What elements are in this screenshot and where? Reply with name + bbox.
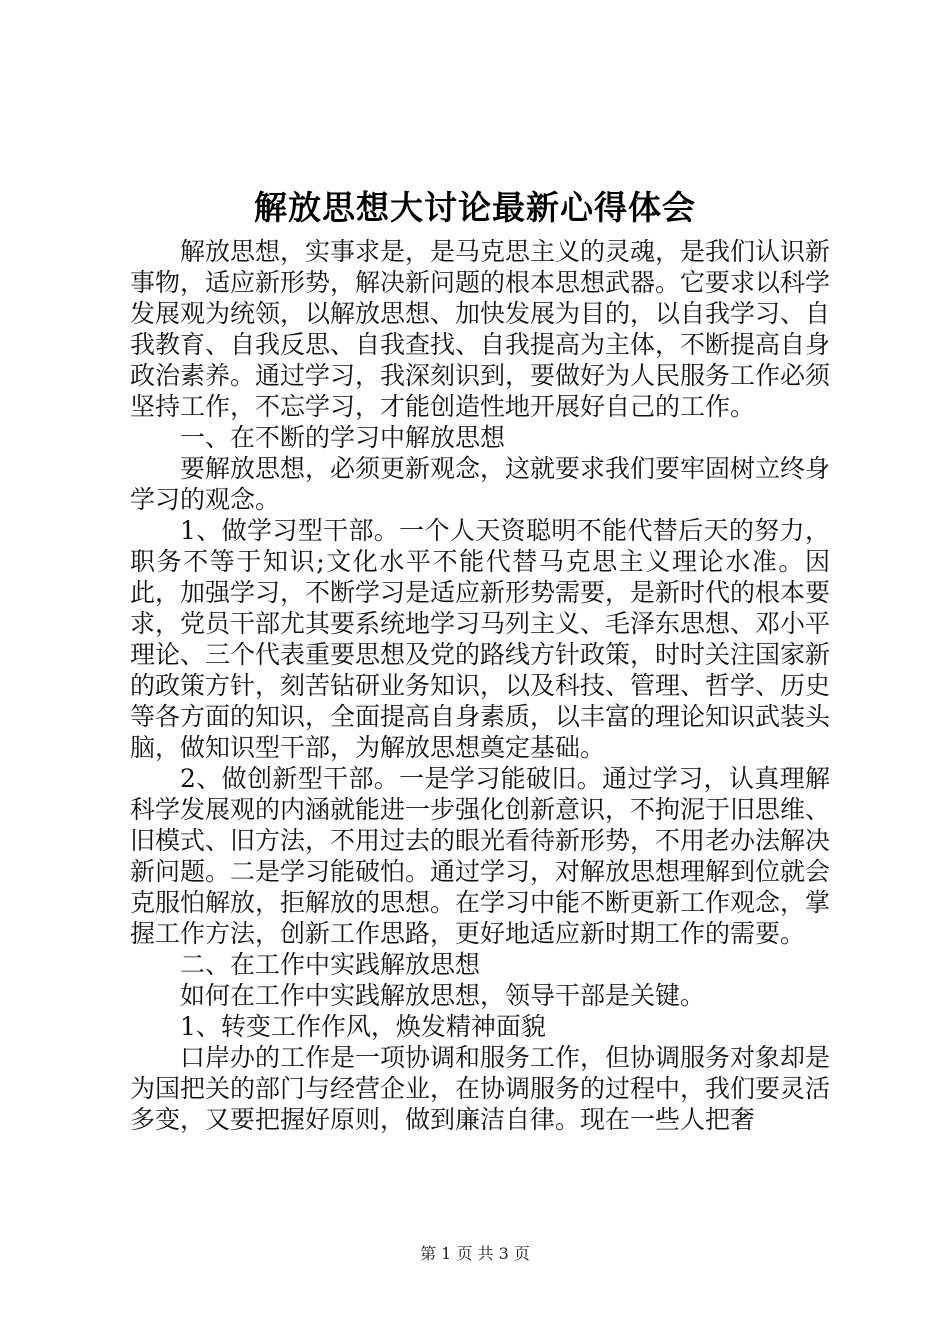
section-heading-2: 二、在工作中实践解放思想: [180, 950, 481, 979]
paragraph-leadership-key: 如何在工作中实践解放思想，领导干部是关键。: [180, 981, 706, 1010]
paragraph-innovative-cadre: 2、做创新型干部。一是学习能破旧。通过学习，认真理解科学发展观的内涵就能进一步强化创新意识，不拘泥于旧思维、旧模式、旧方法，不用过去的眼光看待新形势，不用老办法解决新问题。二是学习能破怕。通过学习，对解放思想理解到位就会克服怕解放，拒解放的思想。在学习中能不断更新工作观念，掌握工作方法，创新工作思路，更好地适应新时期工作的需要。: [130, 764, 831, 948]
page-footer: 第 1 页 共 3 页: [420, 1244, 530, 1263]
paragraph-intro: 解放思想，实事求是，是马克思主义的灵魂，是我们认识新事物，适应新形势，解决新问题的根本思想武器。它要求以科学发展观为统领，以解放思想、加快发展为目的，以自我学习、自我教育、自我反思、自我查找、自我提高为主体，不断提高自身政治素养。通过学习，我深刻识到，要做好为人民服务工作必须坚持工作，不忘学习，才能创造性地开展好自己的工作。: [130, 237, 831, 421]
paragraph-learning-cadre: 1、做学习型干部。一个人天资聪明不能代替后天的努力，职务不等于知识;文化水平不能代替马克思主义理论水准。因此，加强学习，不断学习是适应新形势需要，是新时代的根本要求，党员干部尤其要系统地学习马列主义、毛泽东思想、邓小平理论、三个代表重要思想及党的路线方针政策，时时关注国家新的政策方针，刻苦钻研业务知识，以及科技、管理、哲学、历史等各方面的知识，全面提高自身素质，以丰富的理论知识武装头脑，做知识型干部，为解放思想奠定基础。: [130, 516, 831, 762]
paragraph-lifelong-learning: 要解放思想，必须更新观念，这就要求我们要牢固树立终身学习的观念。: [130, 454, 831, 514]
paragraph-port-office: 口岸办的工作是一项协调和服务工作，但协调服务对象却是为国把关的部门与经营企业，在协调服务的过程中，我们要灵活多变，又要把握好原则，做到廉洁自律。现在一些人把奢: [130, 1043, 831, 1134]
subheading-work-style: 1、转变工作作风，焕发精神面貌: [180, 1012, 546, 1041]
section-heading-1: 一、在不断的学习中解放思想: [180, 423, 506, 452]
document-title: 解放思想大讨论最新心得体会: [254, 188, 696, 227]
document-body: [130, 236, 830, 1135]
